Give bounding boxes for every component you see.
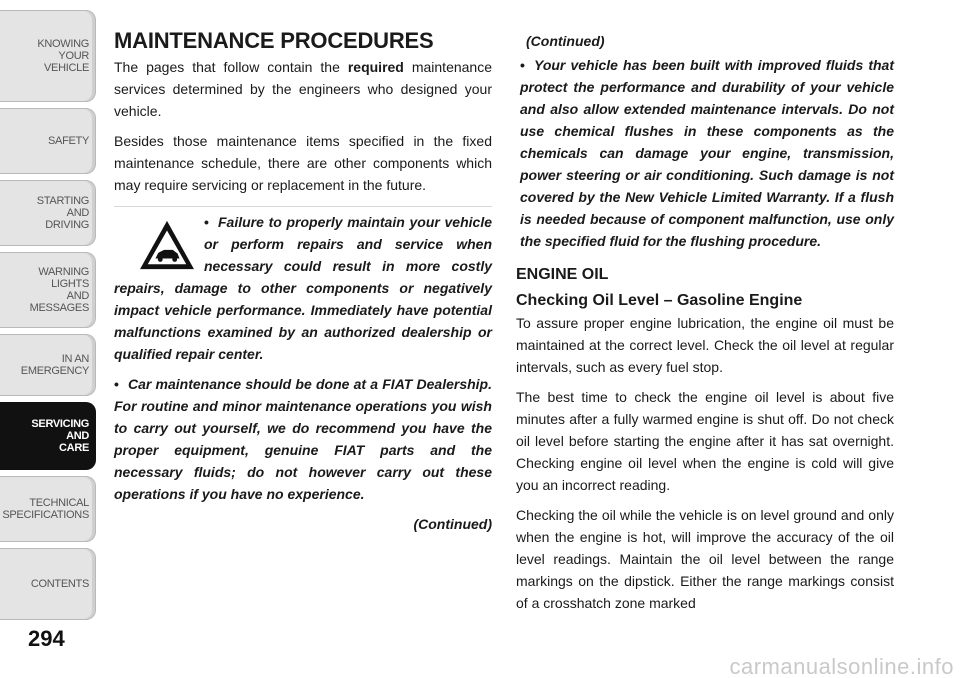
tab-servicing-and-care[interactable]: SERVICING AND CARE <box>0 402 96 470</box>
section-heading: ENGINE OIL <box>516 266 609 283</box>
page-title: MAINTENANCE PROCEDURES <box>114 28 434 53</box>
tab-safety[interactable]: SAFETY <box>0 108 96 174</box>
warning-bullet: • Failure to properly maintain your vehicle or perform repairs and service when necessary could result in more costly repairs, damage to other components or negatively impact vehicle performance. Immediately have potential malfunctions examined by an authorized dealership or qualified repair center. <box>114 214 492 362</box>
warning-bullet: • Your vehicle has been built with improved fluids that protect the performance and durability of your vehicle and also allow extended maintenance intervals. Do not use chemical flushes in these components as the chemicals can damage your engine, transmission, power steering or air conditioning. Such damage is not covered by the New Vehicle Limited Warranty. If a flush is needed because of component malfunction, use only the specified fluid for the flushing procedure. <box>520 57 894 249</box>
right-column <box>516 30 894 622</box>
warning-triangle-car-icon <box>138 219 196 271</box>
tab-starting-and-driving[interactable]: STARTING AND DRIVING <box>0 180 96 246</box>
subsection-heading: Checking Oil Level – Gasoline Engine <box>516 292 803 309</box>
intro-paragraph: The pages that follow contain the required maintenance services determined by the engineers who designed your vehicle. <box>114 59 492 119</box>
oil-paragraph-3: Checking the oil while the vehicle is on level ground and only when the engine is hot, will improve the accuracy of the oil level readings. Maintain the oil level between the range markings on the dipstick. Either the range markings consist of a crosshatch zone marked <box>516 507 894 611</box>
tab-technical-specifications[interactable]: TECHNICAL SPECIFICATIONS <box>0 476 96 542</box>
oil-paragraph-1: To assure proper engine lubrication, the engine oil must be maintained at the correct level. Check the oil level at regular intervals, such as every fuel stop. <box>516 315 894 375</box>
tab-knowing-your-vehicle[interactable]: KNOWING YOUR VEHICLE <box>0 10 96 102</box>
tab-warning-lights-and-messages[interactable]: WARNING LIGHTS AND MESSAGES <box>0 252 96 328</box>
page-number: 294 <box>28 626 65 651</box>
tab-in-an-emergency[interactable]: IN AN EMERGENCY <box>0 334 96 396</box>
warning-bullet: • Car maintenance should be done at a FIAT Dealership. For routine and minor maintenance operations you wish to carry out yourself, we do recommend you have the proper equipment, genuine FIAT parts and the necessary fluids; do not however carry out these operations if you have no experience. <box>114 376 492 502</box>
continued-label: (Continued) <box>526 33 605 49</box>
oil-paragraph-2: The best time to check the engine oil level is about five minutes after a fully warmed engine is shut off. Do not check oil level before starting the engine after it has sat overnight. Checking engine oil level when the engine is cold will give you an incorrect reading. <box>516 389 894 493</box>
tab-contents[interactable]: CONTENTS <box>0 548 96 620</box>
continued-label: (Continued) <box>413 516 492 532</box>
components-paragraph: Besides those maintenance items specified in the fixed maintenance schedule, there are other components which may require servicing or replacement in the future. <box>114 133 492 193</box>
watermark: carmanualsonline.info <box>729 654 954 678</box>
warning-box <box>114 206 492 535</box>
left-column <box>114 28 492 535</box>
chapter-tabs <box>0 0 98 640</box>
warning-text <box>516 54 894 252</box>
